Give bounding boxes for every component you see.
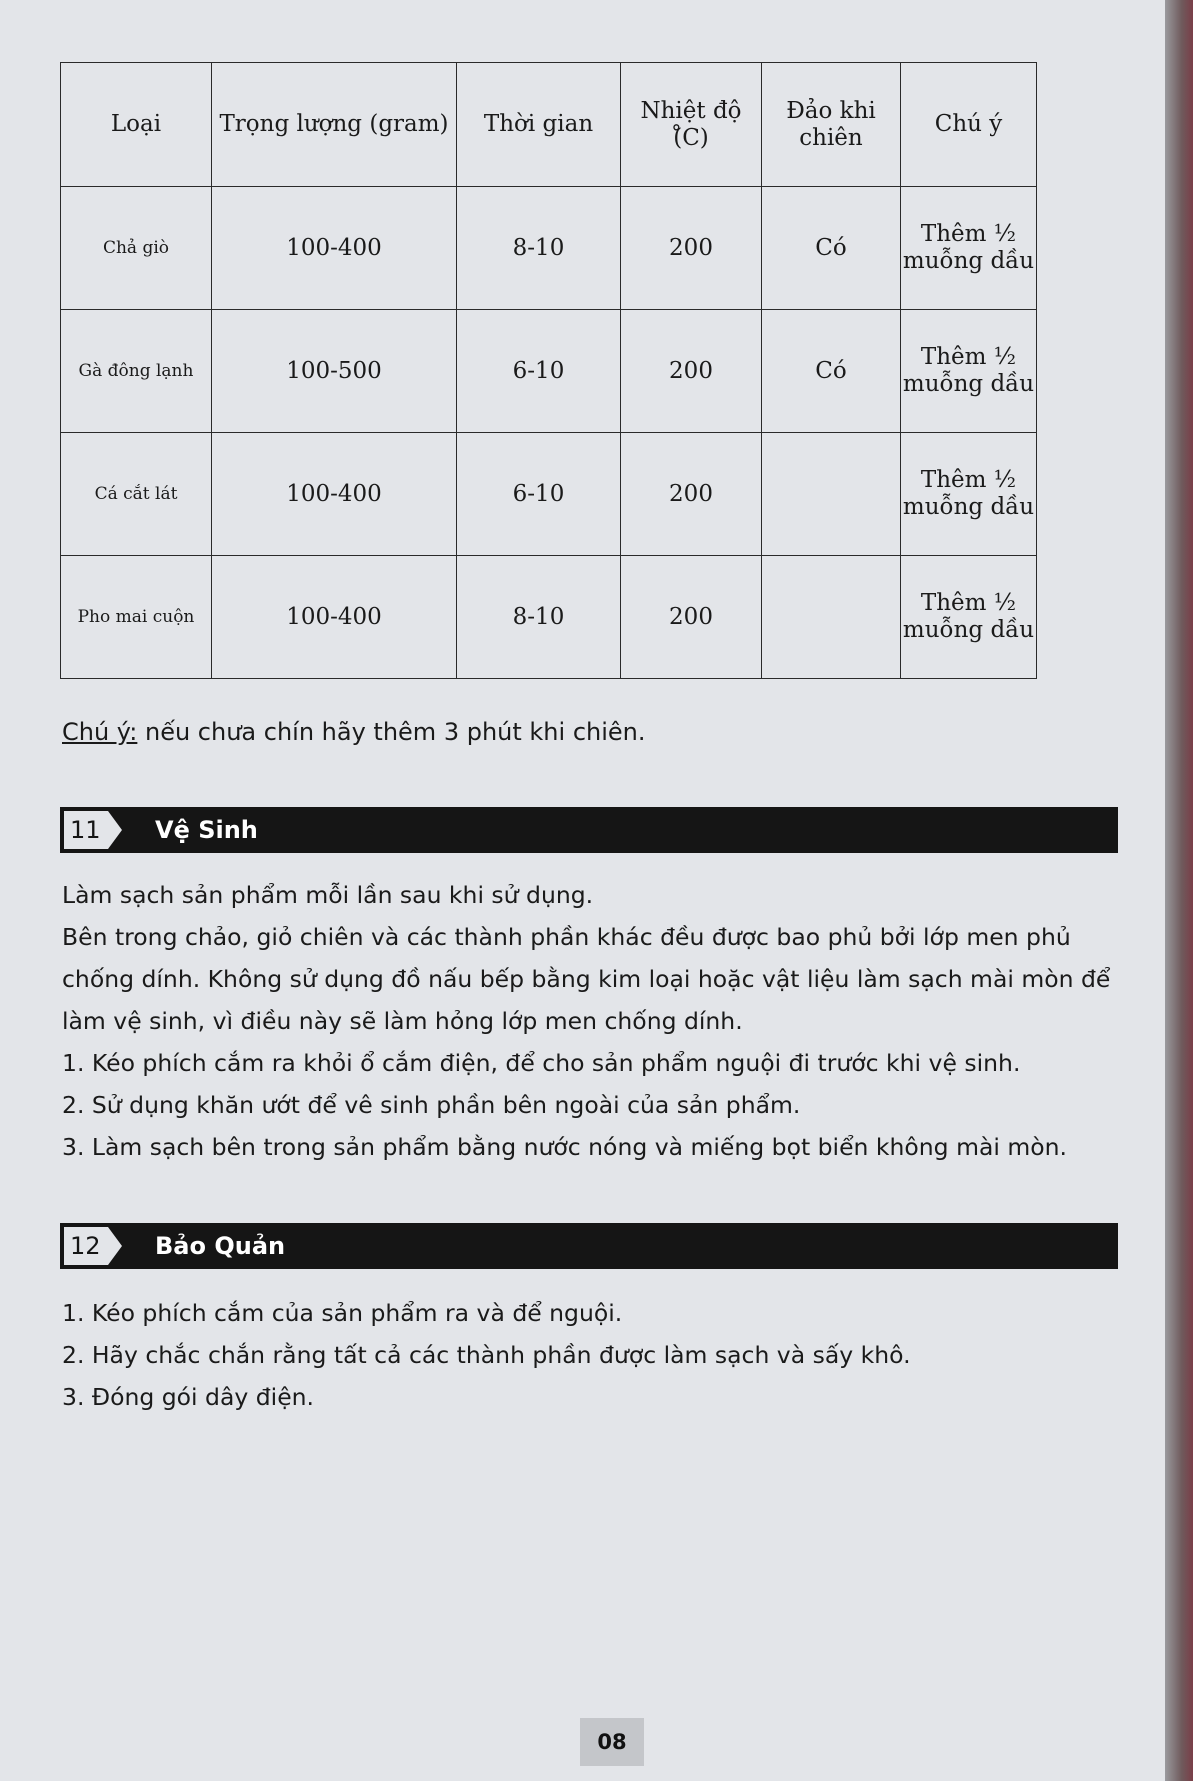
page-edge [1165, 0, 1193, 1781]
list-item: 3. Làm sạch bên trong sản phẩm bằng nước nóng và miếng bọt biển không mài mòn. [62, 1133, 1067, 1161]
list-item: 2. Sử dụng khăn ướt để vê sinh phần bên ngoài của sản phẩm. [62, 1091, 801, 1119]
table-header-row [61, 63, 1037, 187]
cell-temp: 200 [621, 433, 762, 556]
cooking-table [60, 62, 1037, 679]
cell-flip [762, 433, 901, 556]
table-row [61, 433, 1037, 556]
note-text: nếu chưa chín hãy thêm 3 phút khi chiên. [137, 718, 646, 746]
cell-type: Pho mai cuộn [61, 556, 212, 679]
cell-weight: 100-400 [212, 187, 457, 310]
cell-time: 6-10 [457, 433, 621, 556]
paragraph: Làm sạch sản phẩm mỗi lần sau khi sử dụng. [62, 881, 594, 909]
cell-weight: 100-500 [212, 310, 457, 433]
list-item: 2. Hãy chắc chắn rằng tất cả các thành phần được làm sạch và sấy khô. [62, 1341, 911, 1369]
section-12-body [62, 1292, 1122, 1418]
col-header-type: Loại [61, 63, 212, 187]
table-row [61, 556, 1037, 679]
table-row [61, 310, 1037, 433]
col-header-note: Chú ý [901, 63, 1037, 187]
cell-temp: 200 [621, 187, 762, 310]
cell-weight: 100-400 [212, 433, 457, 556]
col-header-flip: Đảo khi chiên [762, 63, 901, 187]
cell-weight: 100-400 [212, 556, 457, 679]
section-arrow-icon [108, 1227, 122, 1265]
col-header-temp: Nhiệt độ (̊C) [621, 63, 762, 187]
section-11-header [60, 807, 1118, 853]
section-12-title: Bảo Quản [155, 1232, 286, 1260]
cell-type: Gà đông lạnh [61, 310, 212, 433]
paragraph: Bên trong chảo, giỏ chiên và các thành phần khác đều được bao phủ bởi lớp men phủ chống dính. Không sử dụng đồ nấu bếp bằng kim loại hoặc vật liệu làm sạch mài mòn để làm vệ sinh, vì điều này sẽ làm hỏng lớp men chống dính. [62, 923, 1111, 1035]
cell-note: Thêm ½ muỗng dầu [901, 556, 1037, 679]
cell-note: Thêm ½ muỗng dầu [901, 433, 1037, 556]
cooking-note [62, 718, 646, 746]
cell-temp: 200 [621, 310, 762, 433]
cell-time: 8-10 [457, 556, 621, 679]
section-11-title: Vệ Sinh [155, 816, 258, 844]
cell-note: Thêm ½ muỗng dầu [901, 310, 1037, 433]
list-item: 1. Kéo phích cắm của sản phẩm ra và để nguội. [62, 1299, 623, 1327]
table-row [61, 187, 1037, 310]
section-11-number: 11 [64, 811, 108, 849]
cell-time: 8-10 [457, 187, 621, 310]
cell-flip: Có [762, 187, 901, 310]
section-12-number: 12 [64, 1227, 108, 1265]
cell-note: Thêm ½ muỗng dầu [901, 187, 1037, 310]
list-item: 1. Kéo phích cắm ra khỏi ổ cắm điện, để cho sản phẩm nguội đi trước khi vệ sinh. [62, 1049, 1021, 1077]
cell-type: Chả giò [61, 187, 212, 310]
page-number: 08 [580, 1718, 644, 1766]
note-label: Chú ý: [62, 718, 138, 746]
section-arrow-icon [108, 811, 122, 849]
cell-time: 6-10 [457, 310, 621, 433]
section-11-body [62, 874, 1122, 1168]
col-header-time: Thời gian [457, 63, 621, 187]
cell-type: Cá cắt lát [61, 433, 212, 556]
cell-flip [762, 556, 901, 679]
section-12-header [60, 1223, 1118, 1269]
cell-temp: 200 [621, 556, 762, 679]
list-item: 3. Đóng gói dây điện. [62, 1383, 315, 1411]
cell-flip: Có [762, 310, 901, 433]
col-header-weight: Trọng lượng (gram) [212, 63, 457, 187]
